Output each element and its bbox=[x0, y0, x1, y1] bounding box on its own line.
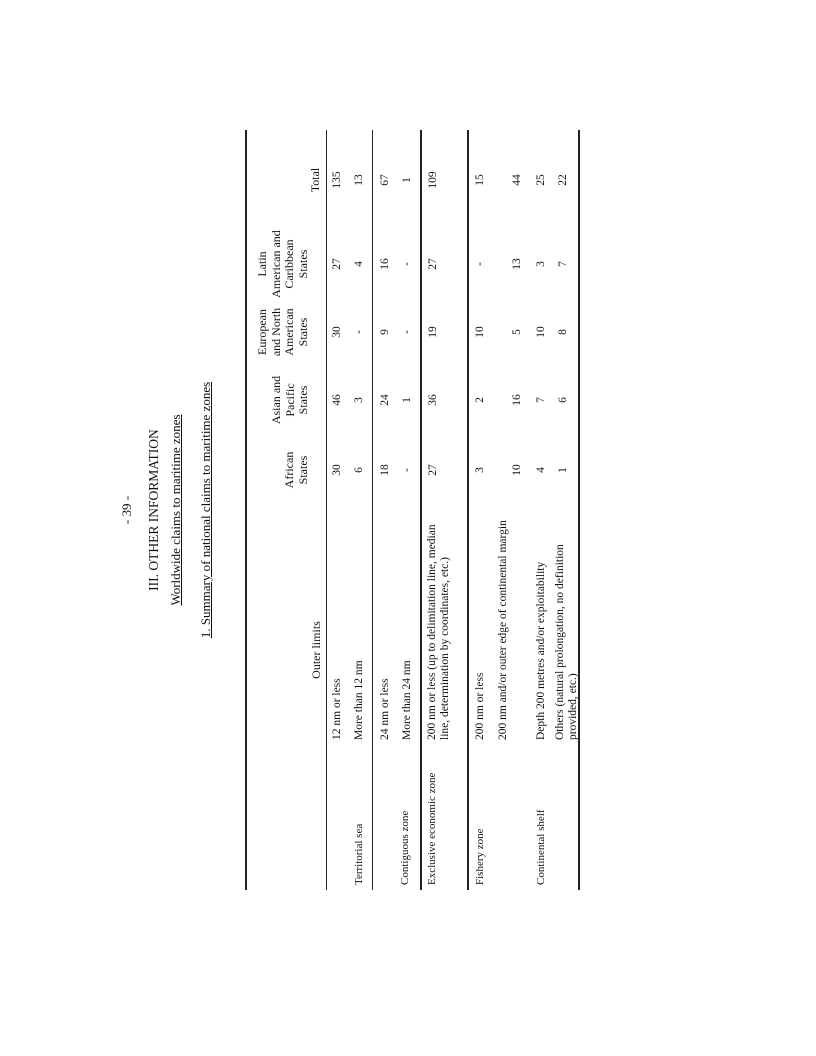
row-rule bbox=[420, 130, 422, 890]
cell-african: 27 bbox=[427, 464, 439, 476]
cell-asian: 6 bbox=[557, 397, 569, 403]
cell-limit: More than 12 nm bbox=[353, 660, 365, 740]
col-header-asian: Asian and Pacific States bbox=[269, 375, 310, 425]
cell-latin: 27 bbox=[331, 258, 343, 270]
cell-limit: 12 nm or less bbox=[331, 678, 343, 740]
cell-latin: 3 bbox=[535, 261, 547, 267]
cell-total: 109 bbox=[427, 171, 439, 189]
cell-latin: 7 bbox=[557, 261, 569, 267]
cell-asian: 1 bbox=[401, 397, 413, 403]
col-header-latin: Latin American and Caribbean States bbox=[255, 230, 310, 298]
col-header-outer-limits: Outer limits bbox=[309, 621, 323, 679]
header-rule bbox=[326, 130, 327, 890]
cell-zone: Exclusive economic zone bbox=[426, 772, 438, 885]
cell-african: - bbox=[401, 468, 413, 472]
cell-limit: 24 nm or less bbox=[379, 678, 391, 740]
cell-african: 1 bbox=[557, 467, 569, 473]
cell-european: 10 bbox=[474, 326, 486, 338]
cell-asian: 24 bbox=[379, 394, 391, 406]
cell-european: 8 bbox=[557, 329, 569, 335]
cell-total: 1 bbox=[401, 177, 413, 183]
cell-zone: Continental shelf bbox=[535, 809, 547, 885]
cell-european: - bbox=[353, 330, 365, 334]
cell-total: 13 bbox=[353, 174, 365, 186]
table-top-rule bbox=[245, 130, 247, 890]
cell-total: 25 bbox=[535, 174, 547, 186]
cell-limit: Others (natural prolongation, no definition provided, etc.) bbox=[554, 544, 579, 740]
cell-asian: 16 bbox=[511, 394, 523, 406]
cell-european: 30 bbox=[331, 326, 343, 338]
cell-african: 3 bbox=[474, 467, 486, 473]
cell-asian: 7 bbox=[535, 397, 547, 403]
cell-european: 10 bbox=[535, 326, 547, 338]
cell-african: 4 bbox=[535, 467, 547, 473]
cell-asian: 36 bbox=[427, 394, 439, 406]
cell-asian: 2 bbox=[474, 397, 486, 403]
rotated-page bbox=[120, 130, 580, 890]
cell-european: 5 bbox=[511, 329, 523, 335]
cell-zone: Contiguous zone bbox=[399, 810, 411, 885]
row-rule bbox=[467, 130, 469, 890]
page-number: - 39 - bbox=[119, 495, 134, 525]
table-title: 1. Summary of national claims to maritime zones bbox=[198, 381, 213, 639]
cell-total: 67 bbox=[379, 174, 391, 186]
subtitle: Worldwide claims to maritime zones bbox=[168, 414, 183, 606]
cell-european: 19 bbox=[427, 326, 439, 338]
cell-asian: 46 bbox=[331, 394, 343, 406]
cell-latin: 16 bbox=[379, 258, 391, 270]
section-title: III. OTHER INFORMATION bbox=[146, 429, 161, 591]
cell-total: 135 bbox=[331, 171, 343, 189]
table-bottom-rule bbox=[578, 130, 580, 890]
cell-total: 15 bbox=[474, 174, 486, 186]
cell-total: 44 bbox=[511, 174, 523, 186]
cell-latin: - bbox=[401, 262, 413, 266]
cell-limit: More than 24 nm bbox=[401, 660, 413, 740]
row-rule bbox=[372, 130, 373, 890]
cell-latin: 13 bbox=[511, 258, 523, 270]
cell-european: 9 bbox=[379, 329, 391, 335]
col-header-african: African States bbox=[282, 451, 310, 489]
cell-limit: 200 nm or less (up to delimitation line, median line, determination by coordinates, etc.) bbox=[426, 524, 451, 740]
cell-zone: Territorial sea bbox=[353, 823, 365, 885]
cell-european: - bbox=[401, 330, 413, 334]
cell-total: 22 bbox=[557, 174, 569, 186]
cell-limit: 200 nm and/or outer edge of continental margin bbox=[497, 520, 509, 740]
cell-african: 6 bbox=[353, 467, 365, 473]
cell-african: 18 bbox=[379, 464, 391, 476]
cell-asian: 3 bbox=[353, 397, 365, 403]
cell-limit: 200 nm or less bbox=[474, 672, 486, 740]
cell-zone: Fishery zone bbox=[474, 828, 486, 885]
cell-latin: 4 bbox=[353, 261, 365, 267]
cell-latin: - bbox=[474, 262, 486, 266]
cell-african: 10 bbox=[511, 464, 523, 476]
col-header-european: European and North American States bbox=[255, 307, 310, 357]
cell-latin: 27 bbox=[427, 258, 439, 270]
cell-african: 30 bbox=[331, 464, 343, 476]
cell-limit: Depth 200 metres and/or exploitability bbox=[535, 561, 547, 740]
col-header-total: Total bbox=[308, 167, 322, 193]
